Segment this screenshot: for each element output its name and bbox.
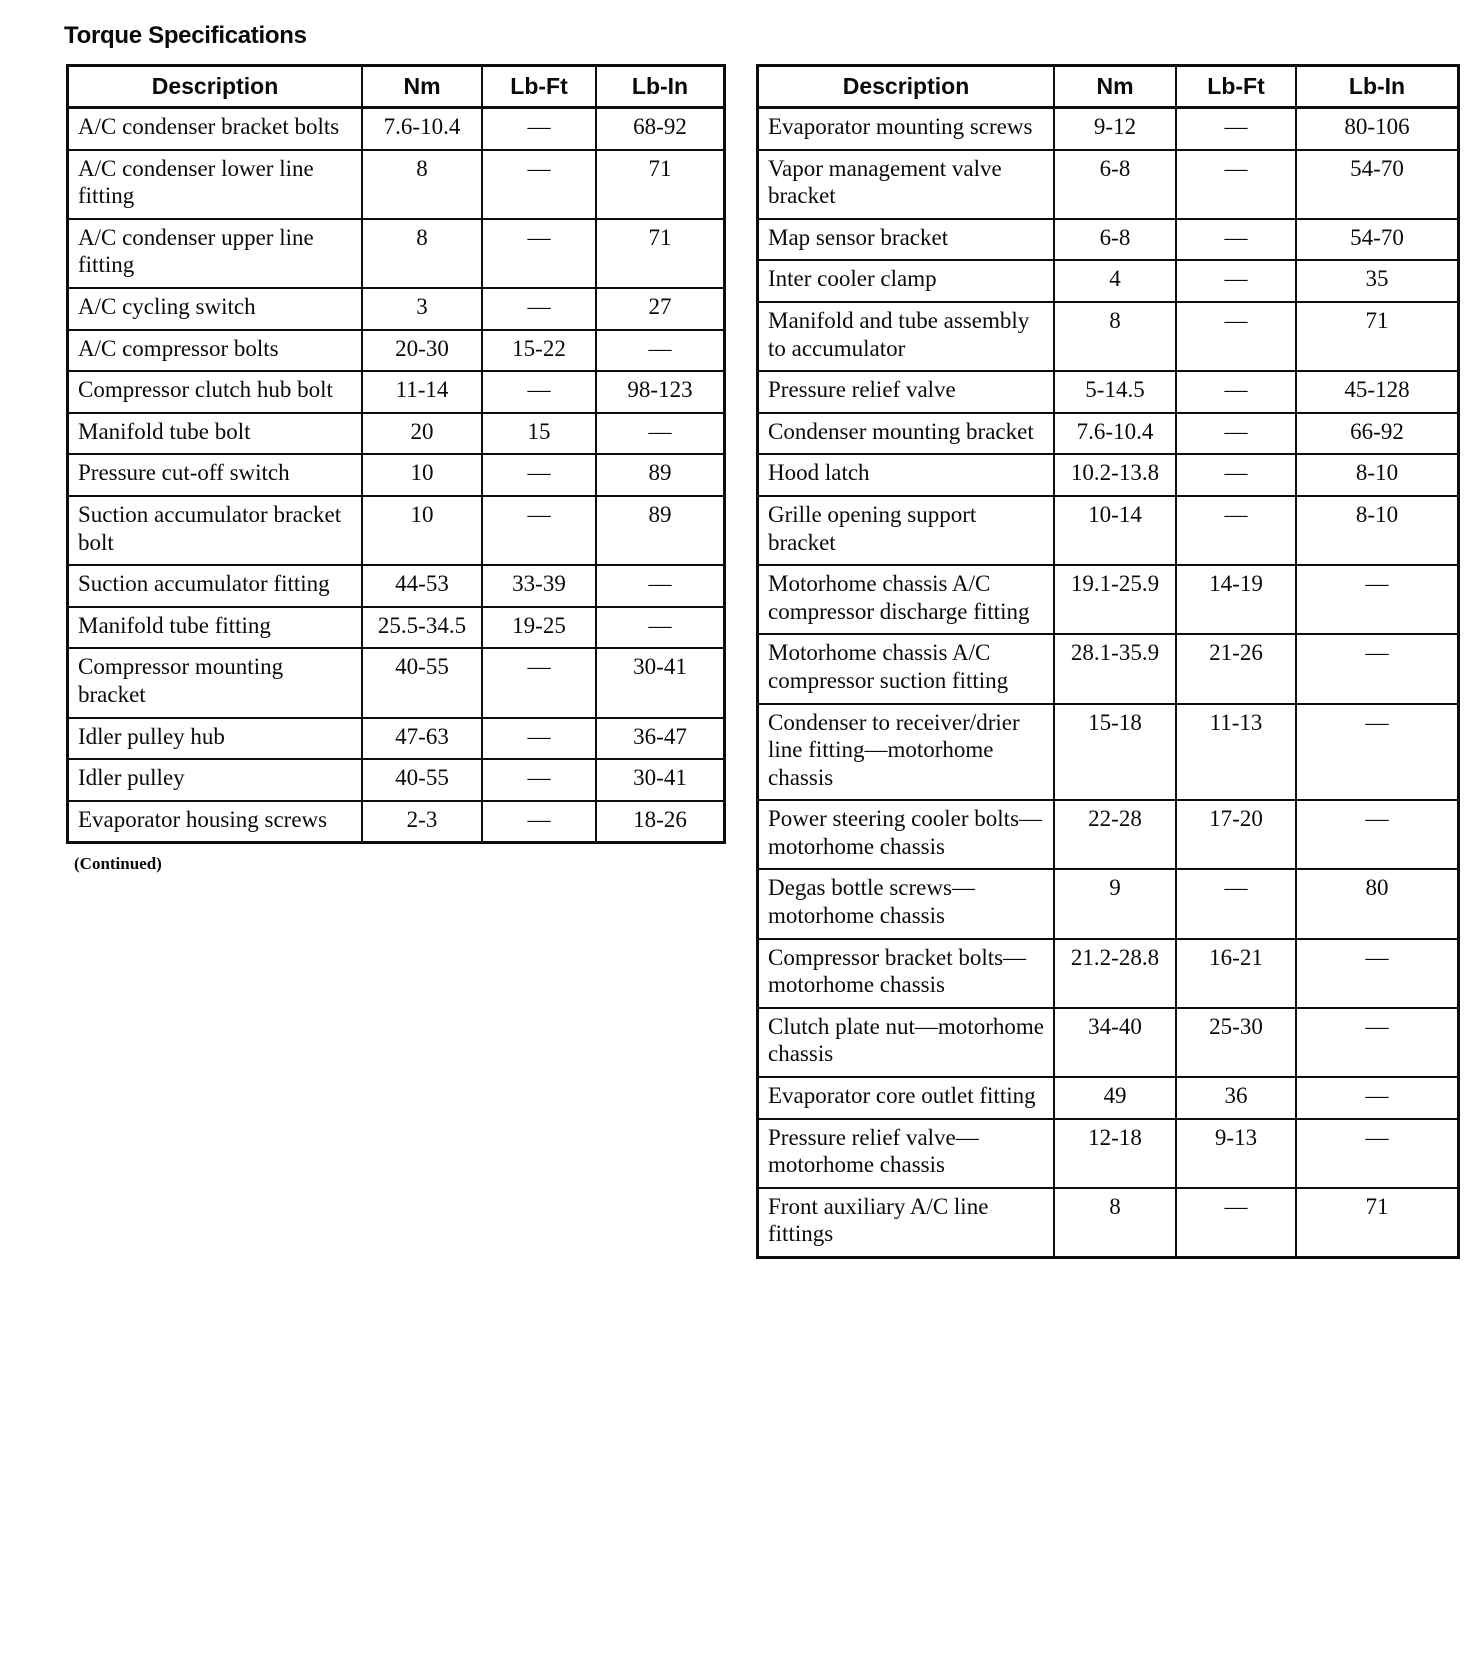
value-cell: — — [482, 759, 596, 801]
value-cell: 11-13 — [1176, 704, 1296, 801]
table-row — [758, 496, 1459, 565]
column-header: Description — [758, 66, 1055, 108]
value-cell: 30-41 — [596, 648, 725, 717]
table-row — [758, 704, 1459, 801]
value-cell: 20 — [362, 413, 482, 455]
value-cell: — — [482, 150, 596, 219]
value-cell: 16-21 — [1176, 939, 1296, 1008]
header-row — [758, 66, 1459, 108]
description-cell: Hood latch — [758, 454, 1055, 496]
table-row — [68, 759, 725, 801]
value-cell: — — [482, 801, 596, 843]
table-row — [68, 454, 725, 496]
value-cell: 21.2-28.8 — [1054, 939, 1176, 1008]
description-cell: A/C condenser upper line fitting — [68, 219, 363, 288]
value-cell: 8 — [362, 219, 482, 288]
table-row — [68, 607, 725, 649]
table-row — [68, 108, 725, 150]
table-row — [758, 302, 1459, 371]
table-row — [758, 1077, 1459, 1119]
value-cell: — — [1296, 634, 1459, 703]
value-cell: — — [1176, 454, 1296, 496]
torque-table-right — [756, 64, 1460, 1259]
table-row — [68, 648, 725, 717]
value-cell: 10 — [362, 454, 482, 496]
right-column — [756, 64, 1460, 1259]
value-cell: — — [482, 371, 596, 413]
description-cell: Motorhome chassis A/C compressor suction fitting — [758, 634, 1055, 703]
table-row — [758, 634, 1459, 703]
value-cell: 40-55 — [362, 759, 482, 801]
column-header: Description — [68, 66, 363, 108]
value-cell: 71 — [596, 150, 725, 219]
torque-table-left — [66, 64, 726, 844]
value-cell: 21-26 — [1176, 634, 1296, 703]
continued-note: (Continued) — [74, 854, 162, 874]
column-header: Lb-Ft — [1176, 66, 1296, 108]
description-cell: Clutch plate nut—motorhome chassis — [758, 1008, 1055, 1077]
value-cell: 8-10 — [1296, 496, 1459, 565]
description-cell: Pressure cut-off switch — [68, 454, 363, 496]
value-cell: — — [1296, 1119, 1459, 1188]
value-cell: 4 — [1054, 260, 1176, 302]
table-row — [758, 800, 1459, 869]
value-cell: — — [1176, 108, 1296, 150]
value-cell: 22-28 — [1054, 800, 1176, 869]
description-cell: Suction accumulator fitting — [68, 565, 363, 607]
value-cell: — — [482, 108, 596, 150]
description-cell: Idler pulley hub — [68, 718, 363, 760]
value-cell: 8 — [362, 150, 482, 219]
value-cell: 89 — [596, 496, 725, 565]
description-cell: Suction accumulator bracket bolt — [68, 496, 363, 565]
value-cell: 66-92 — [1296, 413, 1459, 455]
description-cell: Compressor mounting bracket — [68, 648, 363, 717]
value-cell: 36-47 — [596, 718, 725, 760]
table-row — [758, 413, 1459, 455]
description-cell: Compressor bracket bolts—motorhome chassis — [758, 939, 1055, 1008]
table-row — [758, 1119, 1459, 1188]
value-cell: — — [1176, 413, 1296, 455]
table-row — [68, 413, 725, 455]
value-cell: 98-123 — [596, 371, 725, 413]
value-cell: 71 — [596, 219, 725, 288]
table-row — [758, 371, 1459, 413]
table-row — [758, 108, 1459, 150]
value-cell: — — [1176, 219, 1296, 261]
value-cell: 68-92 — [596, 108, 725, 150]
value-cell: 2-3 — [362, 801, 482, 843]
value-cell: 25-30 — [1176, 1008, 1296, 1077]
value-cell: 47-63 — [362, 718, 482, 760]
value-cell: 6-8 — [1054, 219, 1176, 261]
column-header: Lb-Ft — [482, 66, 596, 108]
value-cell: 30-41 — [596, 759, 725, 801]
value-cell: — — [482, 288, 596, 330]
description-cell: Idler pulley — [68, 759, 363, 801]
description-cell: Condenser to receiver/drier line fitting—motorhome chassis — [758, 704, 1055, 801]
description-cell: Manifold and tube assembly to accumulator — [758, 302, 1055, 371]
description-cell: Compressor clutch hub bolt — [68, 371, 363, 413]
table-row — [758, 454, 1459, 496]
page-title: Torque Specifications — [64, 22, 307, 49]
table-row — [68, 150, 725, 219]
value-cell: — — [1176, 1188, 1296, 1258]
table-row — [68, 496, 725, 565]
description-cell: A/C condenser bracket bolts — [68, 108, 363, 150]
value-cell: 28.1-35.9 — [1054, 634, 1176, 703]
value-cell: — — [1176, 869, 1296, 938]
value-cell: — — [1176, 260, 1296, 302]
value-cell: 71 — [1296, 302, 1459, 371]
description-cell: Manifold tube bolt — [68, 413, 363, 455]
value-cell: — — [482, 718, 596, 760]
value-cell: — — [596, 330, 725, 372]
table-row — [68, 219, 725, 288]
column-header: Nm — [362, 66, 482, 108]
value-cell: — — [482, 648, 596, 717]
value-cell: 40-55 — [362, 648, 482, 717]
value-cell: — — [1296, 800, 1459, 869]
table-row — [758, 939, 1459, 1008]
value-cell: — — [596, 565, 725, 607]
value-cell: 3 — [362, 288, 482, 330]
header-row — [68, 66, 725, 108]
value-cell: — — [596, 413, 725, 455]
value-cell: — — [1296, 704, 1459, 801]
value-cell: 10-14 — [1054, 496, 1176, 565]
value-cell: — — [1296, 1008, 1459, 1077]
value-cell: 11-14 — [362, 371, 482, 413]
value-cell: 19-25 — [482, 607, 596, 649]
value-cell: — — [1296, 939, 1459, 1008]
table-row — [758, 1008, 1459, 1077]
value-cell: 80-106 — [1296, 108, 1459, 150]
table-row — [758, 1188, 1459, 1258]
value-cell: 8 — [1054, 1188, 1176, 1258]
value-cell: 15-18 — [1054, 704, 1176, 801]
value-cell: 17-20 — [1176, 800, 1296, 869]
description-cell: Inter cooler clamp — [758, 260, 1055, 302]
value-cell: 12-18 — [1054, 1119, 1176, 1188]
description-cell: Pressure relief valve — [758, 371, 1055, 413]
value-cell: 49 — [1054, 1077, 1176, 1119]
value-cell: 5-14.5 — [1054, 371, 1176, 413]
column-header: Lb-In — [596, 66, 725, 108]
description-cell: Map sensor bracket — [758, 219, 1055, 261]
description-cell: Motorhome chassis A/C compressor discharge fitting — [758, 565, 1055, 634]
value-cell: 89 — [596, 454, 725, 496]
description-cell: Evaporator mounting screws — [758, 108, 1055, 150]
value-cell: 25.5-34.5 — [362, 607, 482, 649]
value-cell: 6-8 — [1054, 150, 1176, 219]
value-cell: 80 — [1296, 869, 1459, 938]
description-cell: A/C cycling switch — [68, 288, 363, 330]
value-cell: 15-22 — [482, 330, 596, 372]
description-cell: A/C compressor bolts — [68, 330, 363, 372]
value-cell: 71 — [1296, 1188, 1459, 1258]
value-cell: 44-53 — [362, 565, 482, 607]
value-cell: 20-30 — [362, 330, 482, 372]
table-row — [68, 718, 725, 760]
value-cell: 35 — [1296, 260, 1459, 302]
value-cell: — — [482, 496, 596, 565]
table-row — [758, 565, 1459, 634]
value-cell: — — [1296, 1077, 1459, 1119]
description-cell: Front auxiliary A/C line fittings — [758, 1188, 1055, 1258]
table-row — [758, 219, 1459, 261]
value-cell: 9-12 — [1054, 108, 1176, 150]
table-row — [758, 150, 1459, 219]
description-cell: A/C condenser lower line fitting — [68, 150, 363, 219]
value-cell: 7.6-10.4 — [1054, 413, 1176, 455]
description-cell: Vapor management valve bracket — [758, 150, 1055, 219]
value-cell: 27 — [596, 288, 725, 330]
value-cell: — — [596, 607, 725, 649]
table-row — [68, 330, 725, 372]
value-cell: 34-40 — [1054, 1008, 1176, 1077]
value-cell: — — [482, 219, 596, 288]
value-cell: 45-128 — [1296, 371, 1459, 413]
tables-container — [66, 64, 1460, 1259]
column-header: Nm — [1054, 66, 1176, 108]
value-cell: 14-19 — [1176, 565, 1296, 634]
value-cell: 8 — [1054, 302, 1176, 371]
value-cell: 54-70 — [1296, 219, 1459, 261]
description-cell: Pressure relief valve—motorhome chassis — [758, 1119, 1055, 1188]
value-cell: 9 — [1054, 869, 1176, 938]
table-row — [758, 260, 1459, 302]
table-row — [758, 869, 1459, 938]
value-cell: — — [1176, 371, 1296, 413]
value-cell: — — [1176, 150, 1296, 219]
value-cell: — — [482, 454, 596, 496]
table-row — [68, 288, 725, 330]
value-cell: 9-13 — [1176, 1119, 1296, 1188]
description-cell: Grille opening support bracket — [758, 496, 1055, 565]
value-cell: 8-10 — [1296, 454, 1459, 496]
value-cell: 10.2-13.8 — [1054, 454, 1176, 496]
value-cell: 33-39 — [482, 565, 596, 607]
value-cell: — — [1176, 496, 1296, 565]
table-row — [68, 565, 725, 607]
value-cell: 10 — [362, 496, 482, 565]
column-header: Lb-In — [1296, 66, 1459, 108]
description-cell: Evaporator core outlet fitting — [758, 1077, 1055, 1119]
description-cell: Evaporator housing screws — [68, 801, 363, 843]
value-cell: 36 — [1176, 1077, 1296, 1119]
table-row — [68, 371, 725, 413]
value-cell: 54-70 — [1296, 150, 1459, 219]
value-cell: 7.6-10.4 — [362, 108, 482, 150]
value-cell: 18-26 — [596, 801, 725, 843]
description-cell: Condenser mounting bracket — [758, 413, 1055, 455]
value-cell: 15 — [482, 413, 596, 455]
description-cell: Manifold tube fitting — [68, 607, 363, 649]
left-column — [66, 64, 726, 874]
value-cell: 19.1-25.9 — [1054, 565, 1176, 634]
description-cell: Degas bottle screws—motorhome chassis — [758, 869, 1055, 938]
value-cell: — — [1296, 565, 1459, 634]
table-row — [68, 801, 725, 843]
value-cell: — — [1176, 302, 1296, 371]
description-cell: Power steering cooler bolts—motorhome chassis — [758, 800, 1055, 869]
